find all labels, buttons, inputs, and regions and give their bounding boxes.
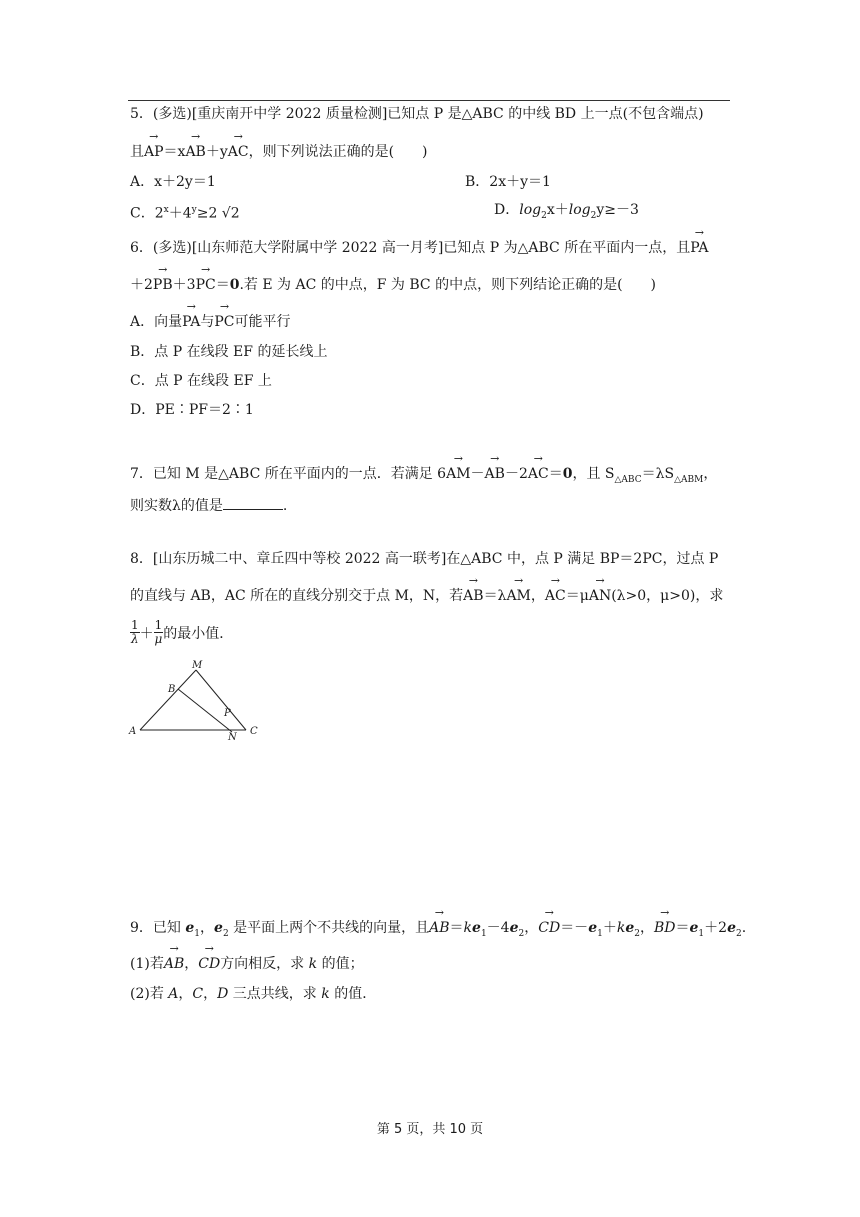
answer-blank[interactable] [223, 495, 283, 510]
vector-pa: → PA [690, 238, 708, 258]
vector-ac: → AC [545, 586, 566, 606]
vector-bd: → BD [654, 918, 676, 938]
label-n: N [228, 732, 237, 742]
vector-am: → AM [446, 464, 470, 484]
q7-line-2: 则实数λ的值是 . [130, 495, 287, 516]
q6-line-2: ＋2→ PB＋3→ PC＝0.若 E 为 AC 的中点，F 为 BC 的中点，则下列结论正确的是( ) [130, 275, 656, 295]
q6-option-a: A．向量→ PA与→ PC可能平行 [130, 312, 291, 332]
header-rule [128, 100, 730, 101]
triangle-figure [126, 660, 266, 742]
label-c: C [250, 726, 258, 737]
q9-part-2: (2)若 A，C，D 三点共线，求 k 的值． [130, 986, 377, 1002]
q9-part-1: (1)若→ AB，→ CD方向相反，求 k 的值； [130, 954, 364, 974]
q6-option-c: C．点 P 在线段 EF 上 [130, 373, 272, 389]
q6-line-1: 6．(多选)[山东师范大学附属中学 2022 高一月考]已知点 P 为△ABC 所在平面内一点，且→ PA [130, 238, 708, 258]
q5-stem-text: 5．(多选)[重庆南开中学 2022 质量检测]已知点 P 是△ABC 的中线 BD 上一点(不包含端点) [130, 106, 704, 122]
line-mc [196, 670, 246, 730]
vector-am: → AM [506, 586, 530, 606]
q5-option-a: A．x＋2y＝1 [130, 174, 216, 190]
vector-ac: → AC [228, 142, 249, 162]
q8-line-1: 8．[山东历城二中、章丘四中等校 2022 高一联考]在△ABC 中，点 P 满足 BP＝2PC，过点 P [130, 551, 719, 567]
label-m: M [192, 660, 203, 671]
vector-cd: → CD [538, 918, 560, 938]
vector-ap: → AP [144, 142, 164, 162]
q9-line-1: 9．已知 $e_1$，$e_2$ 是平面上两个不共线的向量，且→ $AB=ke_1-4e_2$，→ $CD=-e_1+ke_2$，→ $BD=e_1+2e_2$. [130, 918, 746, 944]
vector-pa: → PA [182, 312, 200, 332]
q8-line-2: 的直线与 AB，AC 所在的直线分别交于点 M，N，若→ AB＝λ→ AM，→ AC＝μ→ AN(λ>0，μ>0)，求 [130, 586, 723, 606]
fraction-1-over-mu: $\frac{1}{\mu}$ [154, 617, 163, 646]
q5-option-b: B．2x＋y＝1 [465, 174, 551, 190]
label-b: B [168, 684, 176, 695]
vector-cd: → CD [198, 954, 220, 974]
vector-ab: → AB [164, 954, 184, 974]
vector-ab: → AB [463, 586, 483, 606]
q5-option-d: D．$\log_2x+\log_2y\ge-3$ [494, 202, 639, 221]
vector-pb: → PB [153, 275, 173, 295]
q6-option-b: B．点 P 在线段 EF 的延长线上 [130, 344, 328, 360]
vector-ac: → AC [528, 464, 549, 484]
vector-pc: → PC [214, 312, 234, 332]
label-a: A [129, 726, 137, 737]
line-am [140, 670, 196, 730]
q5-option-c: C．$2^x+4^y\ge 2$ √2 [130, 205, 240, 222]
page-footer: 第 5 页，共 10 页 [376, 1122, 484, 1137]
vector-pc: → PC [196, 275, 216, 295]
q5-line-1 [130, 104, 704, 124]
q8-line-3: $\frac{1}{\lambda}$ ＋ $\frac{1}{\mu}$ 的最小值． [131, 617, 234, 646]
vector-an: → AN [589, 586, 611, 606]
vector-ab: → AB [185, 142, 205, 162]
fraction-1-over-lambda: $\frac{1}{\lambda}$ [131, 617, 139, 646]
label-p: P [224, 708, 231, 719]
q5-line-2: 且→ AP＝x→ AB＋y→ AC，则下列说法正确的是( ) [130, 142, 428, 162]
vector-ab: → AB [429, 918, 449, 938]
q7-line-1: 7．已知 M 是△ABC 所在平面内的一点．若满足 6→ AM－→ AB－2→ AC＝0，且 $S_{\triangle ABC}=\lambda S_{\triangle ABM}$， [130, 464, 717, 490]
q6-option-d: D．PE∶PF＝2∶1 [130, 402, 254, 418]
vector-ab: → AB [485, 464, 505, 484]
